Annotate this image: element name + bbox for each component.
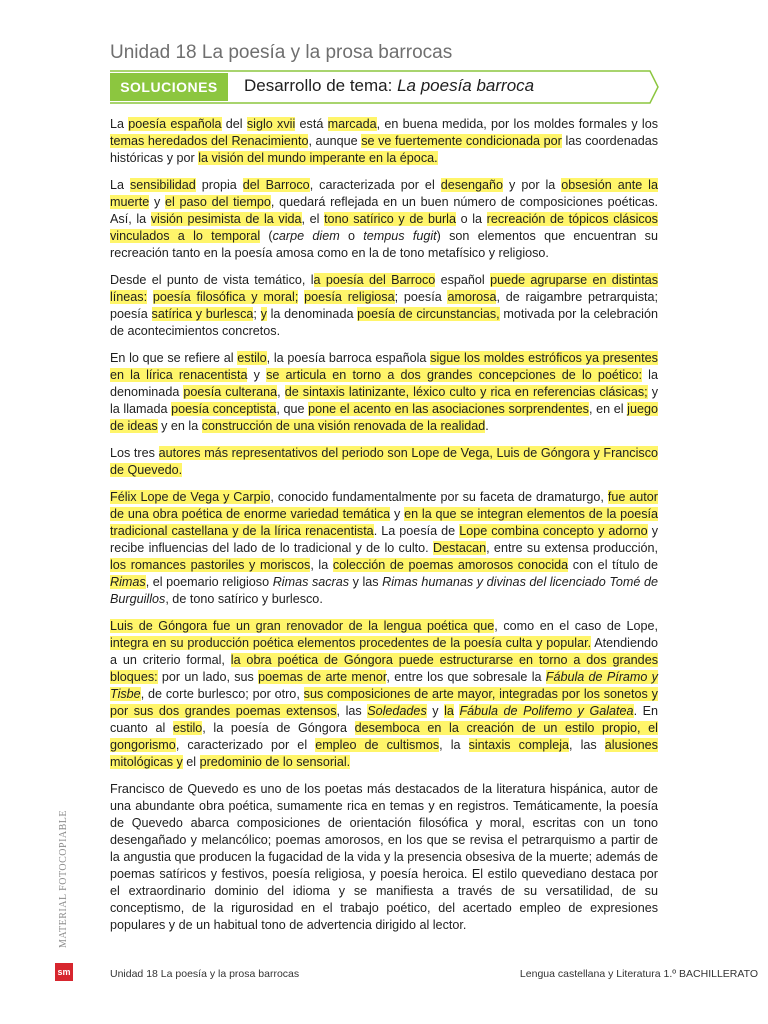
text-segment: Atendiendo a un criterio formal, bbox=[110, 636, 658, 667]
text-segment: La bbox=[110, 117, 129, 131]
paragraph-4 bbox=[110, 350, 658, 435]
text-segment: o la bbox=[455, 212, 487, 226]
highlighted-text: la obra poética de Góngora puede estructurarse en torno a dos grandes bloques: bbox=[110, 653, 658, 684]
text-segment: , bbox=[277, 385, 285, 399]
text-segment: , la bbox=[310, 558, 333, 572]
highlighted-text: poesía de circunstancias, bbox=[357, 307, 500, 321]
highlighted-text: pone el acento en las asociaciones sorprendentes bbox=[308, 402, 589, 416]
highlighted-text: poesía conceptista bbox=[171, 402, 277, 416]
text-segment: ; poesía bbox=[394, 290, 448, 304]
text-segment: Rimas humanas y divinas del licenciado Tomé de Burguillos bbox=[110, 575, 658, 606]
highlighted-text: satírica y burlesca bbox=[151, 307, 254, 321]
side-label: MATERIAL FOTOCOPIABLE bbox=[58, 809, 69, 948]
text-segment: ; bbox=[253, 307, 261, 321]
text-segment: y en la bbox=[157, 419, 202, 433]
text-segment: , en el bbox=[588, 402, 628, 416]
topic-title bbox=[244, 76, 534, 96]
text-segment: , conocido fundamentalmente por su faceta de dramaturgo, bbox=[270, 490, 608, 504]
text-segment: y bbox=[426, 704, 445, 718]
text-segment: tempus fugit bbox=[363, 229, 437, 243]
text-segment: , como en el caso de Lope, bbox=[494, 619, 658, 633]
text-segment: del bbox=[221, 117, 247, 131]
highlighted-text: recreación de tópicos clásicos vinculados a lo temporal bbox=[110, 212, 658, 243]
highlighted-text: desemboca en la creación de un estilo propio, el gongorismo bbox=[110, 721, 658, 752]
text-segment: , la poesía barroca española bbox=[266, 351, 431, 365]
text-segment: En lo que se refiere al bbox=[110, 351, 238, 365]
text-segment: o bbox=[339, 229, 364, 243]
text-segment: la denominada bbox=[110, 368, 658, 399]
text-segment: . bbox=[485, 419, 489, 433]
highlighted-text: se ve fuertemente condicionada por bbox=[361, 134, 562, 148]
highlighted-text: estilo bbox=[237, 351, 267, 365]
highlighted-text: Fábula de Polifemo y Galatea bbox=[459, 704, 634, 718]
paragraph-3 bbox=[110, 272, 658, 340]
highlighted-text: construcción de una visión renovada de la realidad bbox=[201, 419, 486, 433]
text-segment: , entre los que sobresale la bbox=[386, 670, 546, 684]
highlighted-text: obsesión ante la muerte bbox=[110, 178, 658, 209]
paragraph-7 bbox=[110, 618, 658, 771]
text-segment: motivada por la celebración de acontecimientos concretos. bbox=[110, 307, 658, 338]
paragraph-8 bbox=[110, 781, 658, 934]
highlighted-text: sigue los moldes estróficos ya presentes en la lírica renacentista bbox=[110, 351, 658, 382]
text-segment: . En cuanto al bbox=[110, 704, 659, 735]
highlighted-text: se articula en torno a dos grandes concepciones de lo poético: bbox=[266, 368, 643, 382]
highlighted-text: Félix Lope de Vega y Carpio bbox=[110, 490, 271, 504]
highlighted-text: el paso del tiempo bbox=[164, 195, 271, 209]
highlighted-text: Rimas bbox=[110, 575, 146, 589]
highlighted-text: sintaxis compleja bbox=[468, 738, 570, 752]
solutions-banner bbox=[110, 70, 658, 104]
highlighted-text: a poesía del Barroco bbox=[313, 273, 436, 287]
highlighted-text: poesía religiosa bbox=[304, 290, 395, 304]
footer-right: Lengua castellana y Literatura 1.º BACHILLERATO bbox=[519, 968, 758, 980]
highlighted-text: del Barroco bbox=[242, 178, 310, 192]
paragraph-1 bbox=[110, 116, 658, 167]
highlighted-text: Luis de Góngora fue un gran renovador de la lengua poética que bbox=[110, 619, 495, 633]
text-segment: , de tono satírico y burlesco. bbox=[165, 592, 323, 606]
text-segment: , de raigambre petrarquista; poesía bbox=[110, 290, 659, 321]
text-segment: , aunque bbox=[308, 134, 362, 148]
text-segment: Desde el punto de vista temático, l bbox=[110, 273, 314, 287]
highlighted-text: integra en su producción poética elementos procedentes de la poesía culta y popular. bbox=[110, 636, 592, 650]
paragraph-2 bbox=[110, 177, 658, 262]
paragraph-5 bbox=[110, 445, 658, 479]
highlighted-text: en la que se integran elementos de la poesía tradicional castellana y de la lírica renacentista bbox=[110, 507, 658, 538]
highlighted-text: visión pesimista de la vida bbox=[150, 212, 302, 226]
highlighted-text: colección de poemas amorosos conocida bbox=[332, 558, 569, 572]
text-segment: , las bbox=[336, 704, 368, 718]
highlighted-text: poesía española bbox=[128, 117, 222, 131]
highlighted-text: Lope combina concepto y adorno bbox=[459, 524, 648, 538]
highlighted-text: desengaño bbox=[440, 178, 504, 192]
highlighted-text: Fábula de Píramo y Tisbe bbox=[110, 670, 658, 701]
text-segment: , caracterizado por el bbox=[175, 738, 316, 752]
text-segment: , de corte burlesco; por otro, bbox=[140, 687, 304, 701]
highlighted-text: poesía filosófica y moral; bbox=[152, 290, 299, 304]
text-segment: y recibe influencias del lado de lo tradicional y de lo culto. bbox=[110, 524, 658, 555]
highlighted-text: empleo de cultismos bbox=[315, 738, 440, 752]
topic-prefix: Desarrollo de tema: bbox=[244, 76, 398, 95]
highlighted-text: estilo bbox=[172, 721, 203, 735]
highlighted-text: marcada bbox=[327, 117, 377, 131]
text-segment: y bbox=[149, 195, 165, 209]
unit-title: Unidad 18 La poesía y la prosa barrocas bbox=[110, 42, 453, 63]
text-segment: las coordenadas históricas y por bbox=[110, 134, 659, 165]
highlighted-text: y bbox=[260, 307, 267, 321]
text-segment: por un lado, sus bbox=[157, 670, 259, 684]
text-segment: , el poemario religioso bbox=[145, 575, 273, 589]
footer-left: Unidad 18 La poesía y la prosa barrocas bbox=[110, 968, 300, 980]
highlighted-text: amorosa bbox=[447, 290, 497, 304]
highlighted-text: tono satírico y de burla bbox=[324, 212, 456, 226]
text-segment: el bbox=[182, 755, 200, 769]
text-segment: , el bbox=[301, 212, 325, 226]
topic-italic: La poesía barroca bbox=[397, 76, 535, 95]
text-segment: y bbox=[390, 507, 405, 521]
text-segment: Francisco de Quevedo es uno de los poetas más destacados de la literatura hispánica, autor de una abundante obra poética, sumamente rica en temas y en registros. Temáticamente, la poesía de Quevedo abarca composiciones de orientación filosófica y moral, escritas con un tono desengañado y melancólico; poemas amorosos, en los que se revisa el petrarquismo a partir de la angustia que producen la fugacidad de la vida y la presencia obsesiva de la muerte; además de poemas satíricos y festivos, poesía religiosa, y poesía heroica. El estilo quevediano destaca por el extraordinario dominio del idioma y se manifiesta a través de su versatilidad, de su conceptismo, de la rigurosidad en el trabajo poético, del acertado empleo de expresiones populares y de un habitual tono de advertencia dirigido al lector. bbox=[110, 782, 658, 932]
text-segment: , caracterizada por el bbox=[309, 178, 441, 192]
text-segment: , en buena medida, por los moldes formales y los bbox=[376, 117, 659, 131]
text-segment: y bbox=[247, 368, 267, 382]
highlighted-text: autores más representativos del periodo son Lope de Vega, Luis de Góngora y Francisco de Quevedo. bbox=[110, 446, 658, 477]
highlighted-text: la bbox=[444, 704, 454, 718]
text-segment: , la bbox=[439, 738, 469, 752]
text-segment: ( bbox=[260, 229, 273, 243]
text-segment: y la llamada bbox=[110, 385, 659, 416]
highlighted-text: fue autor de una obra poética de enorme variedad temática bbox=[110, 490, 658, 521]
text-segment: , la poesía de Góngora bbox=[202, 721, 355, 735]
text-segment: , las bbox=[569, 738, 605, 752]
text-segment: . La poesía de bbox=[373, 524, 460, 538]
essay-body bbox=[110, 116, 658, 944]
text-segment: y las bbox=[349, 575, 383, 589]
highlighted-text: la visión del mundo imperante en la época. bbox=[198, 151, 438, 165]
text-segment: la denominada bbox=[266, 307, 358, 321]
highlighted-text: juego de ideas bbox=[110, 402, 658, 433]
publisher-logo: sm bbox=[55, 963, 73, 981]
paragraph-6 bbox=[110, 489, 658, 608]
solutions-badge: SOLUCIONES bbox=[110, 73, 228, 101]
text-segment: Rimas sacras bbox=[272, 575, 350, 589]
text-segment: La bbox=[110, 178, 130, 192]
text-segment: carpe diem bbox=[272, 229, 340, 243]
highlighted-text: poemas de arte menor bbox=[258, 670, 387, 684]
highlighted-text: temas heredados del Renacimiento bbox=[110, 134, 309, 148]
highlighted-text: Destacan bbox=[432, 541, 487, 555]
highlighted-text: sensibilidad bbox=[130, 178, 196, 192]
text-segment: con el título de bbox=[568, 558, 658, 572]
text-segment: propia bbox=[195, 178, 243, 192]
text-segment: ) son elementos que encuentran su recreación tanto en la poesía amosa como en la de tono metafísico y religioso. bbox=[110, 229, 658, 260]
highlighted-text: puede agruparse en distintas líneas: bbox=[110, 273, 659, 304]
highlighted-text: predominio de lo sensorial. bbox=[199, 755, 351, 769]
text-segment: Los tres bbox=[110, 446, 159, 460]
highlighted-text: poesía culterana bbox=[183, 385, 278, 399]
highlighted-text: sus composiciones de arte mayor, integradas por los sonetos y por sus dos grandes poemas extensos bbox=[110, 687, 658, 718]
text-segment: , entre su extensa producción, bbox=[486, 541, 658, 555]
highlighted-text: alusiones mitológicas y bbox=[110, 738, 658, 769]
text-segment: , que bbox=[276, 402, 309, 416]
text-segment: está bbox=[295, 117, 328, 131]
text-segment: español bbox=[435, 273, 491, 287]
highlighted-text: los romances pastoriles y moriscos bbox=[110, 558, 311, 572]
text-segment: , quedará reflejada en un buen número de composiciones poéticas. Así, la bbox=[110, 195, 659, 226]
text-segment: y por la bbox=[503, 178, 562, 192]
highlighted-text: siglo xvii bbox=[246, 117, 296, 131]
highlighted-text: Soledades bbox=[367, 704, 427, 718]
highlighted-text: de sintaxis latinizante, léxico culto y rica en referencias clásicas; bbox=[284, 385, 648, 399]
